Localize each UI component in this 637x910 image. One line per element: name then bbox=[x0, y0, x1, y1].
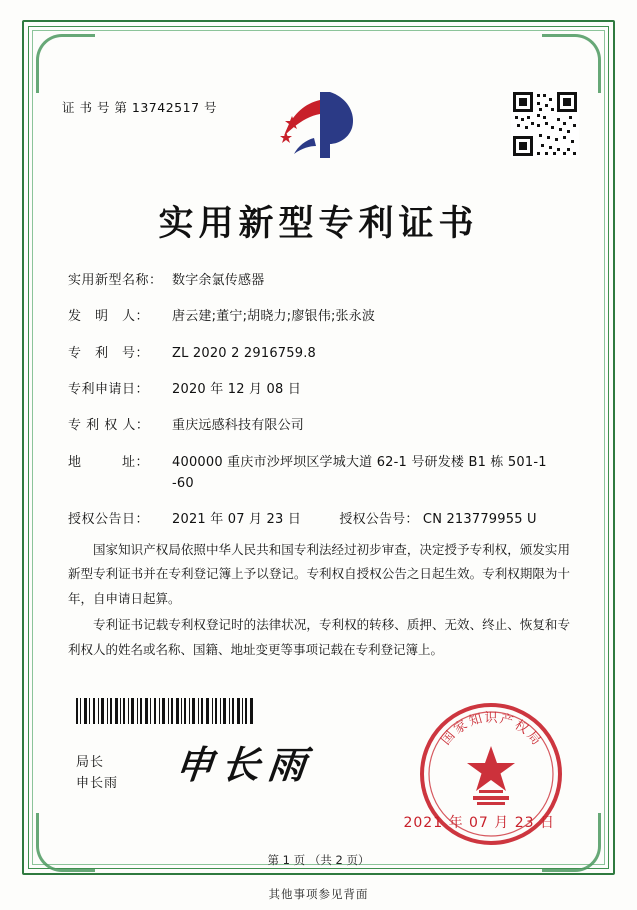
field-value-continued: -60 bbox=[172, 475, 194, 491]
director-name: 申长雨 bbox=[76, 776, 119, 792]
seal-date: 2021 年 07 月 23 日 bbox=[403, 815, 555, 831]
grant-announcement-number-value: CN 213779955 U bbox=[422, 511, 537, 527]
svg-text:家: 家 bbox=[451, 717, 471, 738]
field-value: 2021 年 07 月 23 日 bbox=[172, 511, 302, 527]
svg-text:知: 知 bbox=[467, 711, 485, 730]
barcode-icon bbox=[76, 698, 254, 724]
field-inventors bbox=[68, 308, 568, 327]
svg-text:国: 国 bbox=[438, 728, 459, 749]
back-side-note: 其他事项参见背面 bbox=[268, 887, 369, 901]
field-patentee bbox=[68, 417, 568, 436]
page-number: 第 1 页 （共 2 页） bbox=[267, 853, 370, 867]
field-value: 重庆远感科技有限公司 bbox=[172, 418, 305, 434]
paragraph-1: 国家知识产权局依照中华人民共和国专利法经过初步审查，决定授予专利权，颁发实用新型专利证书并在专利登记簿上予以登记。专利权自授权公告之日起生效。专利权期限为十年，自申请日起算。 bbox=[68, 542, 570, 606]
field-label: 发 明 人： bbox=[68, 309, 150, 325]
field-list bbox=[68, 272, 568, 547]
page-title: 实用新型专利证书 bbox=[158, 204, 479, 244]
field-value: 唐云建;董宁;胡晓力;廖银伟;张永波 bbox=[172, 309, 376, 325]
certificate-number: 证 书 号 第 13742517 号 bbox=[62, 100, 217, 115]
corner-ornament-top-right bbox=[542, 34, 601, 93]
field-invention-name bbox=[68, 272, 568, 291]
field-application-date bbox=[68, 381, 568, 400]
legal-text bbox=[68, 538, 570, 664]
field-patent-number bbox=[68, 345, 568, 364]
field-value: ZL 2020 2 2916759.8 bbox=[172, 345, 317, 361]
director-signature: 申长雨 bbox=[173, 742, 317, 787]
field-grant-announcement bbox=[68, 511, 568, 530]
field-label: 地 址： bbox=[68, 454, 150, 470]
paragraph-2: 专利证书记载专利权登记时的法律状况，专利权的转移、质押、无效、终止、恢复和专利权人的姓名或名称、国籍、地址变更等事项记载在专利登记簿上。 bbox=[68, 617, 570, 657]
corner-ornament-top-left bbox=[36, 34, 95, 93]
field-label: 授权公告日： bbox=[68, 511, 150, 527]
patent-office-emblem-icon bbox=[268, 88, 364, 162]
director-title-block bbox=[76, 752, 118, 795]
svg-text:产: 产 bbox=[497, 711, 515, 730]
field-value: 2020 年 12 月 08 日 bbox=[172, 382, 302, 398]
svg-text:权: 权 bbox=[511, 717, 531, 738]
field-label: 专利申请日： bbox=[68, 382, 150, 398]
field-label: 专 利 号： bbox=[68, 345, 150, 361]
field-label: 专 利 权 人： bbox=[68, 418, 150, 434]
grant-announcement-number-label: 授权公告号： bbox=[339, 511, 419, 527]
director-title: 局长 bbox=[76, 755, 105, 770]
svg-text:识: 识 bbox=[484, 711, 498, 726]
field-label: 实用新型名称： bbox=[68, 273, 163, 288]
svg-text:局: 局 bbox=[523, 728, 544, 749]
qr-code-icon bbox=[511, 90, 579, 158]
field-value: 400000 重庆市沙坪坝区学城大道 62-1 号研发楼 B1 栋 501-1 bbox=[172, 454, 547, 470]
field-value: 数字余氯传感器 bbox=[172, 273, 265, 288]
field-address bbox=[68, 454, 568, 494]
